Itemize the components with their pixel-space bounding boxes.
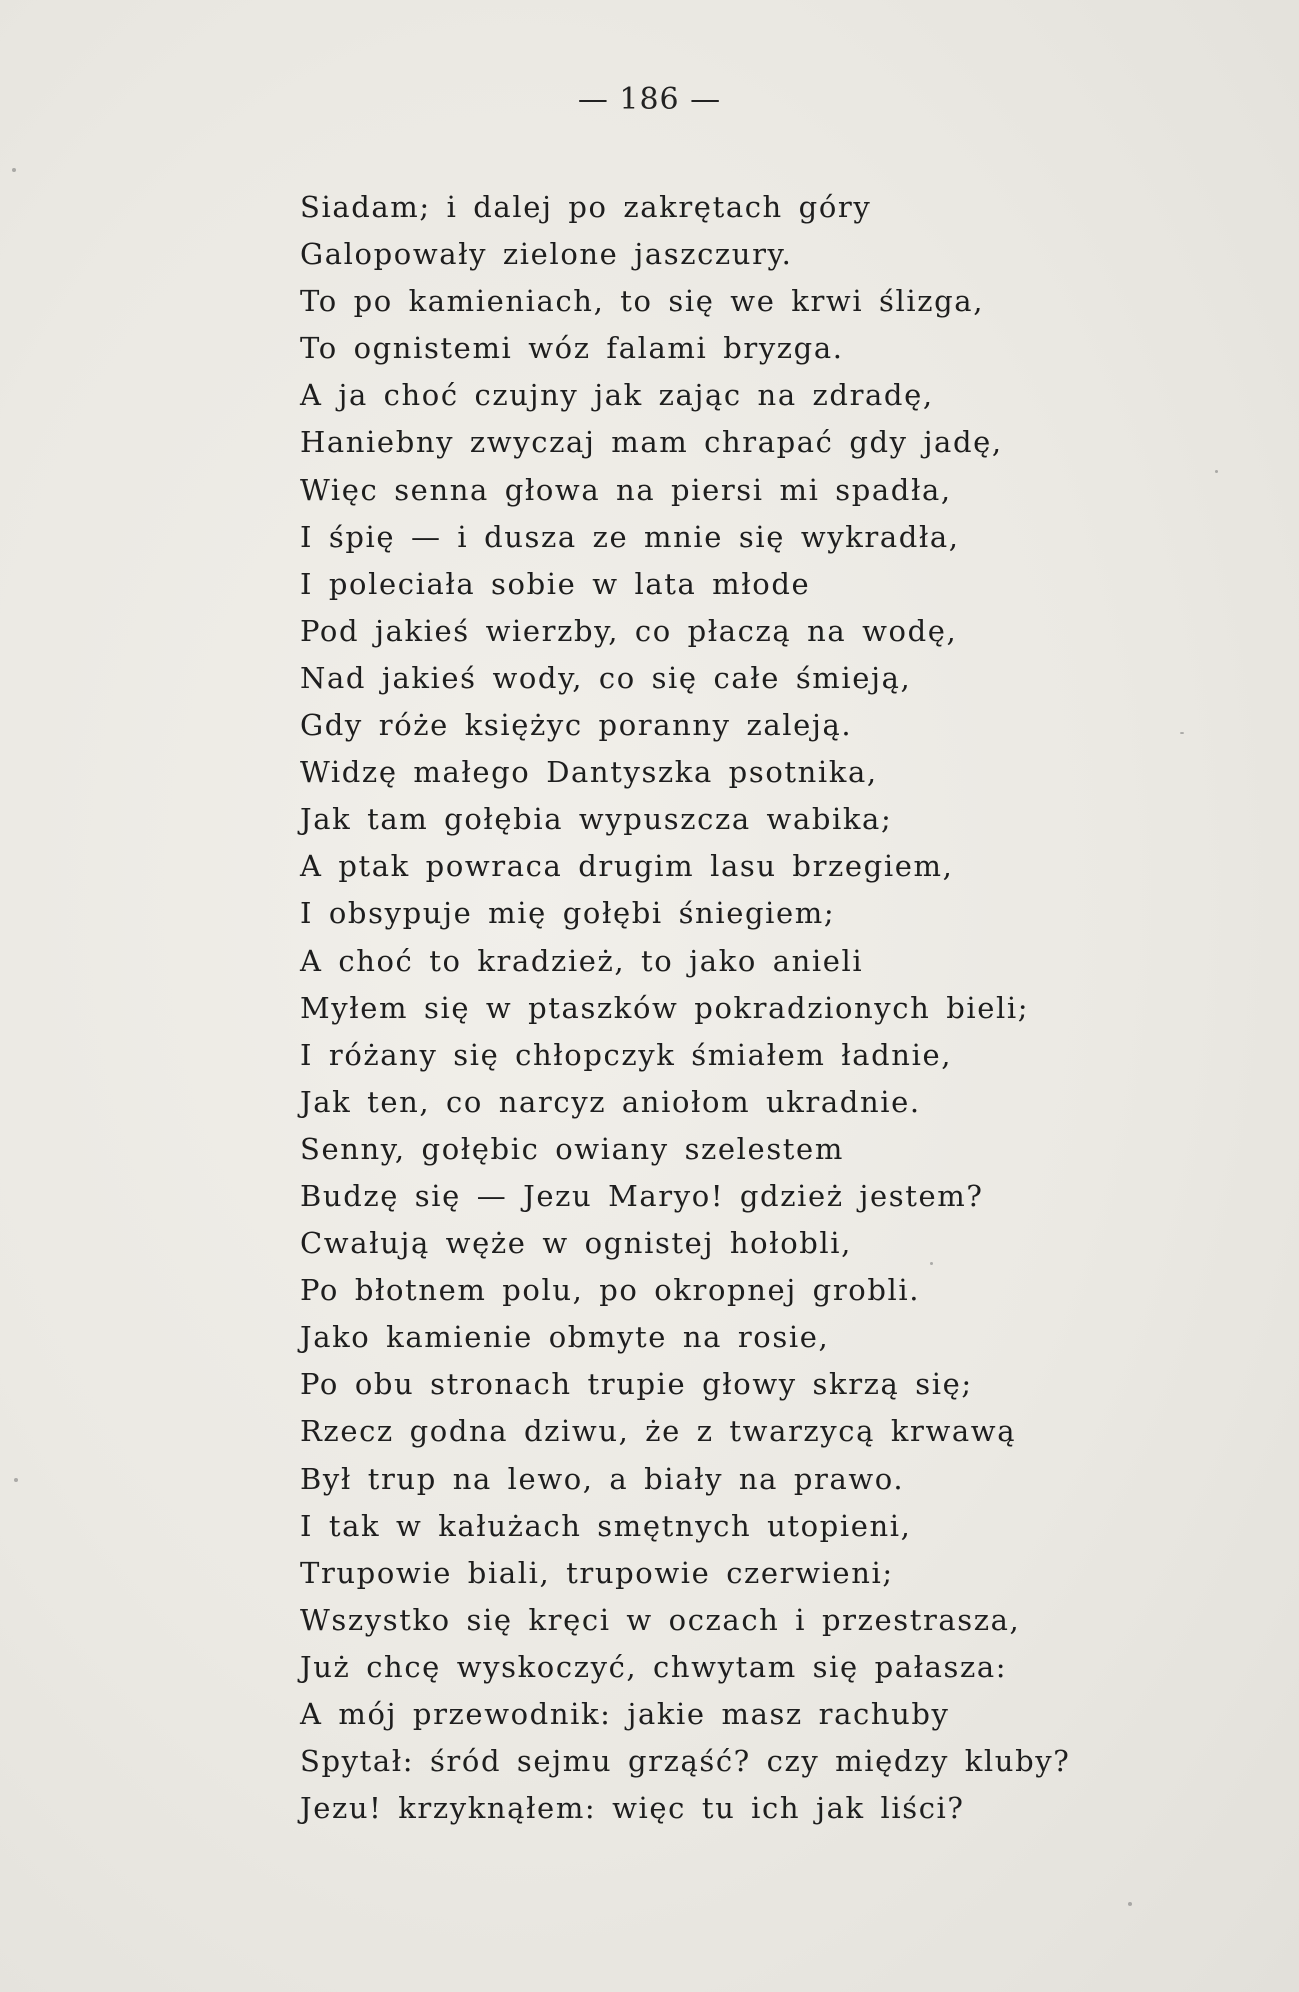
poem-line: Siadam; i dalej po zakrętach góry	[300, 190, 872, 224]
poem-line: Rzecz godna dziwu, że z twarzycą krwawą	[300, 1414, 1017, 1449]
poem-line: Senny, gołębic owiany szelestem	[300, 1131, 844, 1166]
poem-line: I poleciała sobie w lata młode	[300, 566, 811, 601]
paper-speck	[1215, 470, 1218, 473]
paper-speck	[12, 168, 16, 172]
poem-line: Jak tam gołębia wypuszcza wabika;	[300, 802, 893, 837]
poem-line: Jak ten, co narcyz aniołom ukradnie.	[300, 1084, 921, 1119]
poem-line: A ja choć czujny jak zając na zdradę,	[300, 378, 934, 413]
poem-line: Pod jakieś wierzby, co płaczą na wodę,	[300, 613, 958, 648]
poem-line: To ognistemi wóz falami bryzga.	[300, 331, 844, 366]
poem-line: Po obu stronach trupie głowy skrzą się;	[300, 1367, 973, 1402]
page-number: — 186 —	[577, 82, 722, 117]
poem-line: Po błotnem polu, po okropnej grobli.	[300, 1273, 921, 1308]
poem-line: Budzę się — Jezu Maryo! gdzież jestem?	[300, 1178, 984, 1213]
paper-speck	[1180, 732, 1184, 734]
poem-line: Już chcę wyskoczyć, chwytam się pałasza:	[300, 1649, 1008, 1684]
poem-line: Trupowie biali, trupowie czerwieni;	[300, 1555, 894, 1590]
poem-line: I tak w kałużach smętnych utopieni,	[300, 1508, 912, 1543]
paper-speck	[1128, 1902, 1132, 1906]
poem-line: Gdy róże księżyc poranny zaleją.	[300, 708, 853, 743]
poem-line: Jezu! krzyknąłem: więc tu ich jak liści?	[300, 1791, 965, 1826]
poem-line: A ptak powraca drugim lasu brzegiem,	[300, 849, 954, 884]
poem-line: Nad jakieś wody, co się całe śmieją,	[300, 660, 912, 695]
paper-speck	[14, 1478, 18, 1482]
poem-line: Myłem się w ptaszków pokradzionych bieli;	[300, 990, 1030, 1025]
poem-line: Widzę małego Dantyszka psotnika,	[300, 755, 878, 790]
poem-line: Wszystko się kręci w oczach i przestrasza,	[300, 1602, 1021, 1637]
poem-line: I obsypuje mię gołębi śniegiem;	[300, 896, 836, 931]
poem-text	[300, 184, 1200, 1832]
poem-line: I różany się chłopczyk śmiałem ładnie,	[300, 1037, 953, 1072]
poem-line: Cwałują węże w ognistej hołobli,	[300, 1226, 852, 1261]
poem-line: Był trup na lewo, a biały na prawo.	[300, 1461, 905, 1496]
poem-line: To po kamieniach, to się we krwi ślizga,	[300, 284, 985, 319]
poem-line: Galopowały zielone jaszczury.	[300, 237, 793, 272]
poem-line: Więc senna głowa na piersi mi spadła,	[300, 472, 952, 507]
poem-line: Haniebny zwyczaj mam chrapać gdy jadę,	[300, 425, 1003, 460]
poem-line: Spytał: śród sejmu grząść? czy między kluby?	[300, 1744, 1071, 1779]
poem-line: Jako kamienie obmyte na rosie,	[300, 1320, 830, 1355]
poem-line: A choć to kradzież, to jako anieli	[300, 943, 864, 978]
poem-line: I śpię — i dusza ze mnie się wykradła,	[300, 519, 960, 554]
paper-speck	[930, 1262, 933, 1265]
poem-line: A mój przewodnik: jakie masz rachuby	[300, 1697, 950, 1731]
